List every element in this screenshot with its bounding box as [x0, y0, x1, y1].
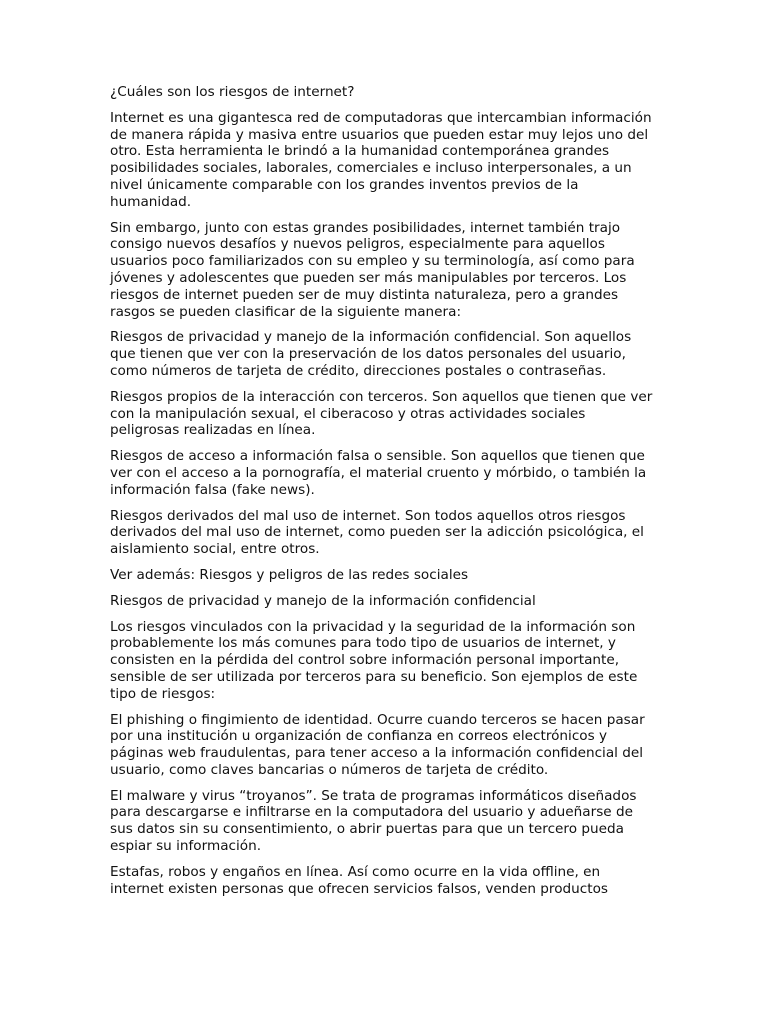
document-title: ¿Cuáles son los riesgos de internet? — [110, 84, 355, 100]
paragraph-interaction-risks: Riesgos propios de la interacción con terceros. Son aquellos que tienen que ver con la manipulación sexual, el ciberacoso y otras actividades sociales peligrosas realizadas en línea. — [110, 388, 653, 439]
paragraph-malware: El malware y virus “troyanos”. Se trata de programas informáticos diseñados para descargarse e infiltrarse en la computadora del usuario y adueñarse de sus datos sin su consentimiento, o abrir puertas para que un tercero pueda espiar su información. — [110, 787, 637, 855]
paragraph-privacy-risks: Riesgos de privacidad y manejo de la información confidencial. Son aquellos que tienen que ver con la preservación de los datos personales del usuario, como números de tarjeta de crédito, direcciones postales o contraseñas. — [110, 329, 632, 379]
paragraph-phishing: El phishing o fingimiento de identidad. Ocurre cuando terceros se hacen pasar por una institución u organización de confianza en correos electrónicos y páginas web fraudulentas, para tener acceso a la información confidencial del usuario, como claves bancarias o números de tarjeta de crédito. — [110, 711, 645, 778]
paragraph-misuse-risks: Riesgos derivados del mal uso de internet. Son todos aquellos otros riesgos derivados del mal uso de internet, como pueden ser la adicción psicológica, el aislamiento social, entre otros. — [110, 507, 644, 558]
paragraph-intro: Internet es una gigantesca red de computadoras que intercambian información de manera rápida y masiva entre usuarios que pueden estar muy lejos uno del otro. Esta herramienta le brindó a la humanidad contemporánea grandes posibilidades sociales, laborales, comerciales e incluso interpersonales, a un nivel únicamente comparable con los grandes inventos previos de la humanidad. — [110, 109, 652, 210]
see-also-line: Ver además: Riesgos y peligros de las redes sociales — [110, 566, 469, 583]
paragraph-scams: Estafas, robos y engaños en línea. Así como ocurre en la vida offline, en internet existen personas que ofrecen servicios falsos, venden productos — [110, 863, 608, 897]
paragraph-privacy-detail: Los riesgos vinculados con la privacidad y la seguridad de la información son probablemente los más comunes para todo tipo de usuarios de internet, y consisten en la pérdida del control sobre información personal importante, sensible de ser utilizada por terceros para su beneficio. Son ejemplos de este tipo de riesgos: — [110, 618, 638, 702]
paragraph-challenges: Sin embargo, junto con estas grandes posibilidades, internet también trajo consigo nuevos desafíos y nuevos peligros, especialmente para aquellos usuarios poco familiarizados con su empleo y su terminología, así como para jóvenes y adolescentes que pueden ser más manipulables por terceros. Los riesgos de internet pueden ser de muy distinta naturaleza, pero a grandes rasgos se pueden clasificar de la siguiente manera: — [110, 219, 635, 320]
paragraph-false-info-risks: Riesgos de acceso a información falsa o sensible. Son aquellos que tienen que ver con el acceso a la pornografía, el material cruento y mórbido, o también la información falsa (fake news). — [110, 448, 647, 498]
section-heading-privacy: Riesgos de privacidad y manejo de la información confidencial — [110, 592, 536, 609]
document-page — [110, 84, 658, 906]
